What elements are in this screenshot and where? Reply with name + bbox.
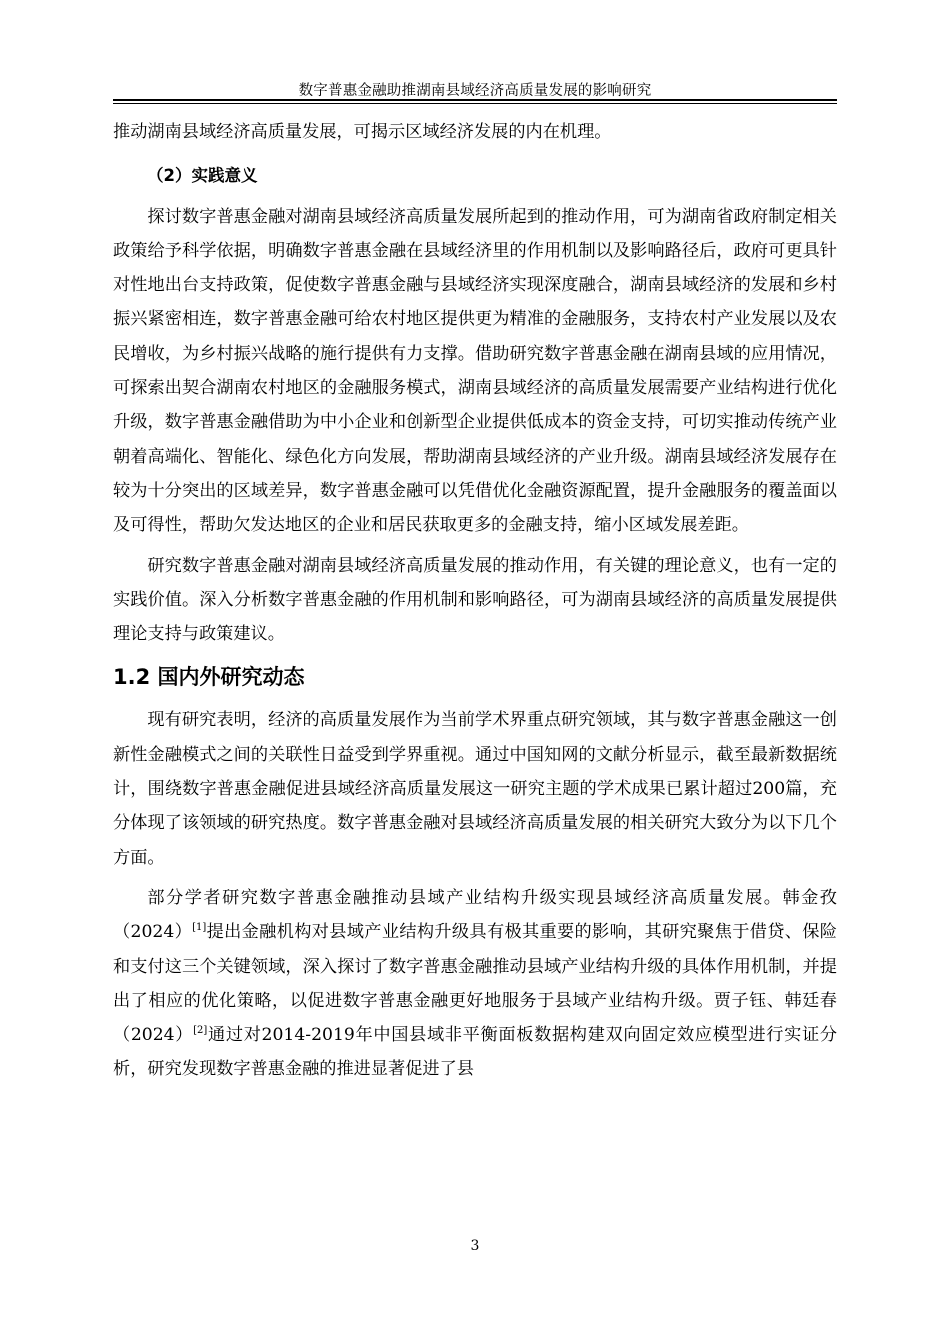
running-header-title: 数字普惠金融助推湖南县域经济高质量发展的影响研究 [298, 83, 652, 99]
scholars-text-part3: 通过对2014-2019年中国县域非平衡面板数据构建双向固定效应模型进行实证分析，研究发现数字普惠金融的推进显著促进了县 [113, 1025, 838, 1080]
section-heading: 1.2 国内外研究动态 [113, 665, 305, 690]
header-rule-thin [113, 103, 837, 104]
scholars-text-part2: 提出金融机构对县域产业结构升级具有极其重要的影响，其研究聚焦于借贷、保险和支付这三个关键领域，深入探讨了数字普惠金融推动县域产业结构升级的具体作用机制，并提出了相应的优化策略，以促进数字普惠金融更好地服务于县域产业结构升级。贾子钰、韩廷春（2024） [113, 922, 837, 1046]
page-body [113, 115, 837, 1087]
practice-subheading: （2）实践意义 [147, 166, 258, 186]
scholars-paragraph [113, 881, 837, 1087]
citation-ref-1: [1] [192, 922, 207, 934]
research-paragraph: 现有研究表明，经济的高质量发展作为当前学术界重点研究领域，其与数字普惠金融这一创新性金融模式之间的关联性日益受到学界重视。通过中国知网的文献分析显示，截至最新数据统计，围绕数字普惠金融促进县域经济高质量发展这一研究主题的学术成果已累计超过200篇，充分体现了该领域的研究热度。数字普惠金融对县域经济高质量发展的相关研究大致分为以下几个方面。 [113, 710, 837, 868]
summary-paragraph: 研究数字普惠金融对湖南县域经济高质量发展的推动作用，有关键的理论意义，也有一定的实践价值。深入分析数字普惠金融的作用机制和影响路径，可为湖南县域经济的高质量发展提供理论支持与政策建议。 [113, 555, 837, 645]
page-number: 3 [470, 1238, 480, 1254]
practice-paragraph: 探讨数字普惠金融对湖南县域经济高质量发展所起到的推动作用，可为湖南省政府制定相关政策给予科学依据，明确数字普惠金融在县域经济里的作用机制以及影响路径后，政府可更具针对性地出台支持政策，促使数字普惠金融与县域经济实现深度融合，湖南县域经济的发展和乡村振兴紧密相连，数字普惠金融可给农村地区提供更为精准的金融服务，支持农村产业发展以及农民增收，为乡村振兴战略的施行提供有力支撑。借助研究数字普惠金融在湖南县域的应用情况，可探索出契合湖南农村地区的金融服务模式，湖南县域经济的高质量发展需要产业结构进行优化升级，数字普惠金融借助为中小企业和创新型企业提供低成本的资金支持，可切实推动传统产业朝着高端化、智能化、绿色化方向发展，帮助湖南县域经济的产业升级。湖南县域经济发展存在较为十分突出的区域差异，数字普惠金融可以凭借优化金融资源配置，提升金融服务的覆盖面以及可得性，帮助欠发达地区的企业和居民获取更多的金融支持，缩小区域发展差距。 [113, 206, 837, 536]
header-rule-thick [113, 99, 837, 101]
scholars-text-part1: 部分学者研究数字普惠金融推动县域产业结构升级实现县域经济高质量发展。韩金孜（2024） [113, 887, 837, 943]
citation-ref-2: [2] [193, 1025, 208, 1037]
continuation-paragraph: 推动湖南县域经济高质量发展，可揭示区域经济发展的内在机理。 [113, 122, 612, 142]
